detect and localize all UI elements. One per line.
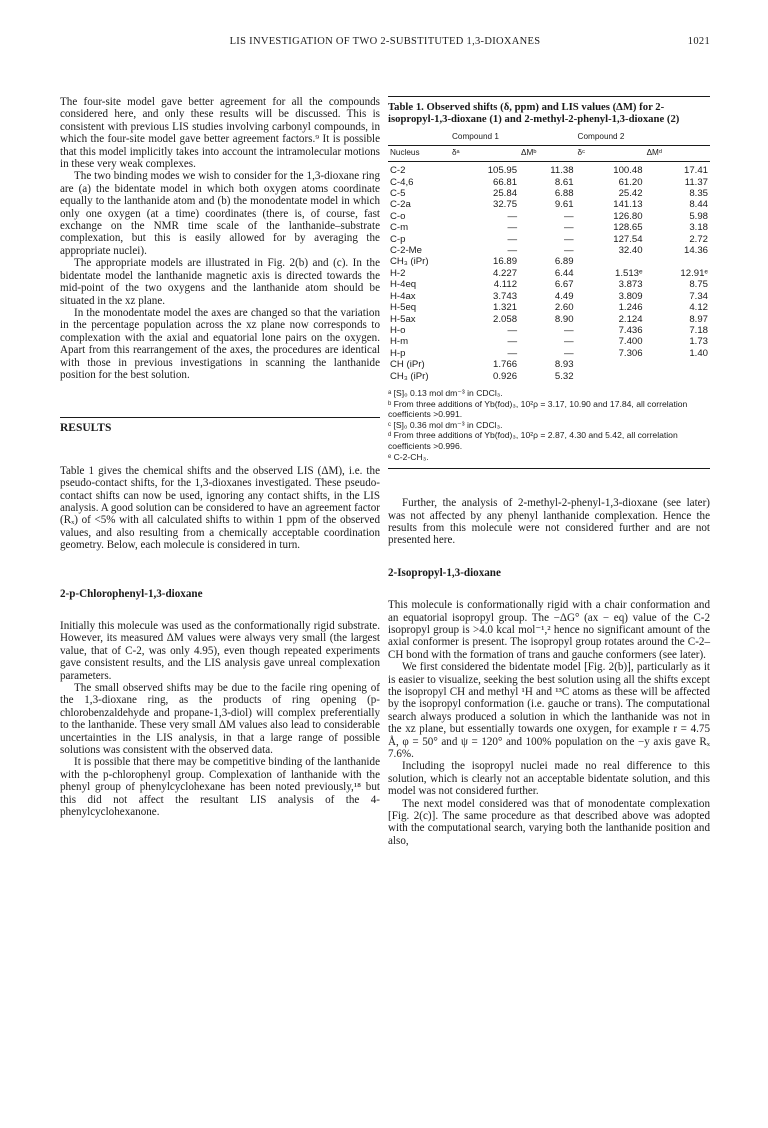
value-cell: 1.513ᵉ <box>615 267 643 279</box>
value-cell: — <box>563 245 574 257</box>
value-cell: 61.20 <box>618 176 643 188</box>
footnote: ᵇ From three additions of Yb(fod)₃, 10²ρ = 3.17, 10.90 and 17.84, all correlation coefficients >0.991. <box>388 398 688 420</box>
nucleus-cell: CH₃ (iPr) <box>390 256 429 268</box>
paragraph: In the monodentate model the axes are changed so that the variation in the percentage population across the xz plane now corresponds to complexation with the axial and equatorial lone pairs on the oxygen. Apart from this rearrangement of the axes, the procedures are identical with those in previous investigations in scanning the lanthanide position for the best solution. <box>60 306 380 381</box>
value-cell: 25.42 <box>618 188 643 200</box>
value-cell: — <box>507 336 518 348</box>
value-cell: 4.112 <box>493 279 518 291</box>
paragraph: Table 1 gives the chemical shifts and the observed LIS (ΔM), i.e. the pseudo-contact shifts, for the 1,3-dioxanes investigated. These pseudo-contact shifts can now be used, ignoring any contact shifts, in the LIS analysis. A good solution can be considered to have an agreement factor (Rₓ) of <5% with all calculated shifts to within 1 ppm of the observed values, and also resulting from a chemically acceptable coordination geometry. Below, each molecule is considered in turn. <box>60 464 380 552</box>
value-cell: 25.84 <box>493 188 518 200</box>
paragraph: Initially this molecule was used as the conformationally rigid substrate. However, its measured ΔM values were always very small (the largest value, that of C-2, was only 4.95), even though repeated experiments gave consistent results, and the LIS analysis gave unreal complexation parameters. <box>60 620 380 682</box>
column-header-delta-2: δᶜ <box>576 145 645 161</box>
table-caption: Table 1. Observed shifts (δ, ppm) and LIS values (ΔM) for 2-isopropyl-1,3-dioxane (1) and 2-methyl-2-phenyl-1,3-dioxane (2) <box>388 101 680 126</box>
paragraph: The appropriate models are illustrated in Fig. 2(b) and (c). In the bidentate model the lanthanide magnetic axis is directed towards the mid-point of the two oxygens and the lanthanide atom should be situated in the xz plane. <box>60 257 380 307</box>
value-cell: — <box>563 210 574 222</box>
value-cell: 1.766 <box>493 359 518 371</box>
column-header-delta-1: δᵃ <box>450 145 519 161</box>
value-cell: 5.98 <box>689 210 708 222</box>
value-cell: 3.809 <box>618 290 643 302</box>
nucleus-cell: CH (iPr) <box>390 359 425 371</box>
table-row <box>388 268 710 279</box>
paragraph: The small observed shifts may be due to the facile ring opening of the 1,3-dioxane ring, as the products of ring opening (p-chlorobenzaldehyde and propane-1,3-diol) will complex preferentially to the lanthanide. These very small ΔM values also lead to considerable uncertainties in the LIS analysis, in that a large range of possible solutions was consistent with the observed data. <box>60 682 380 757</box>
value-cell: 1.321 <box>493 302 518 314</box>
value-cell: 6.44 <box>554 267 574 279</box>
nucleus-cell: C-5 <box>390 188 406 200</box>
value-cell: 3.18 <box>689 222 708 234</box>
group-header-compound-1: Compound 1 <box>450 130 576 145</box>
table-row <box>388 348 710 359</box>
value-cell: 4.49 <box>554 290 574 302</box>
nucleus-cell: C-2-Me <box>390 245 422 257</box>
value-cell: 2.60 <box>554 302 574 314</box>
value-cell: — <box>563 324 574 336</box>
value-cell: 4.12 <box>689 302 708 314</box>
table-1 <box>388 96 710 469</box>
value-cell: — <box>563 233 574 245</box>
value-cell: — <box>563 222 574 234</box>
value-cell: 7.18 <box>689 324 708 336</box>
value-cell: — <box>507 347 518 359</box>
value-cell: 8.90 <box>554 313 574 325</box>
footnote: ᵉ C-2-CH₃. <box>388 451 429 462</box>
value-cell <box>645 256 710 267</box>
value-cell: 32.40 <box>618 245 643 257</box>
value-cell: 6.67 <box>554 279 574 291</box>
value-cell <box>576 359 645 370</box>
value-cell: 8.61 <box>554 176 574 188</box>
nucleus-cell: C-4,6 <box>390 176 414 188</box>
value-cell: — <box>507 233 518 245</box>
value-cell: 16.89 <box>493 256 518 268</box>
value-cell: 8.93 <box>554 359 574 371</box>
nucleus-cell: C-p <box>390 233 406 245</box>
running-title: LIS INVESTIGATION OF TWO 2-SUBSTITUTED 1,3-DIOXANES <box>229 36 541 47</box>
value-cell: 3.743 <box>493 290 518 302</box>
table-row <box>388 314 710 325</box>
table-row <box>388 359 710 370</box>
value-cell <box>645 371 710 382</box>
paragraph: The next model considered was that of monodentate complexation [Fig. 2(c)]. The same procedure as that described above was adopted with the computational search, varying both the lanthanide position and also, <box>388 797 710 847</box>
nucleus-cell: CH₃ (iPr) <box>390 370 429 382</box>
table-row <box>388 222 710 233</box>
table-row <box>388 302 710 313</box>
table-row <box>388 234 710 245</box>
footnote: ᵈ From three additions of Yb(fod)₃, 10²ρ = 2.87, 4.30 and 5.42, all correlation coefficients >0.996. <box>388 430 678 451</box>
footnote: ᶜ [S]₀ 0.36 mol dm⁻³ in CDCl₃. <box>388 419 503 430</box>
value-cell <box>645 359 710 370</box>
value-cell: 7.400 <box>618 336 643 348</box>
page-number: 1021 <box>687 36 710 47</box>
subsection-heading: 2-Isopropyl-1,3-dioxane <box>388 566 501 579</box>
table-row <box>388 279 710 290</box>
value-cell: 126.80 <box>613 210 643 222</box>
nucleus-cell: C-o <box>390 210 406 222</box>
value-cell: 5.32 <box>554 370 574 382</box>
value-cell: 8.75 <box>689 279 708 291</box>
value-cell: 2.72 <box>689 233 708 245</box>
subsection-heading: 2-p-Chlorophenyl-1,3-dioxane <box>60 587 203 600</box>
value-cell: — <box>507 222 518 234</box>
section-heading-results: RESULTS <box>60 417 380 434</box>
value-cell: 14.36 <box>683 245 708 257</box>
footnote: ᵃ [S]₀ 0.13 mol dm⁻³ in CDCl₃. <box>388 387 503 398</box>
value-cell: 11.38 <box>550 165 574 177</box>
right-column <box>388 96 710 847</box>
table-row <box>388 336 710 347</box>
value-cell: 2.124 <box>618 313 643 325</box>
table-row <box>388 211 710 222</box>
value-cell: 1.40 <box>689 347 708 359</box>
nucleus-cell: C-m <box>390 222 409 234</box>
group-header-compound-2: Compound 2 <box>576 130 710 145</box>
paragraph: The two binding modes we wish to consider for the 1,3-dioxane ring are (a) the bidentate model in which both oxygen atoms coordinate equally to the lanthanide atom and (b) the monodentate model in which only one oxygen (at a time) coordinates (there is, of course, fast exchange on the NMR time scale of the lanthanide–substrate complexation, but this is easily allowed for by averaging the appropriate nuclei). <box>60 170 380 257</box>
nucleus-cell: H-m <box>390 336 409 348</box>
table-row <box>388 188 710 199</box>
table-row <box>388 199 710 210</box>
table-row <box>388 371 710 382</box>
table-row <box>388 245 710 256</box>
value-cell: 9.61 <box>554 199 574 211</box>
shifts-table <box>388 130 710 382</box>
value-cell: — <box>507 245 518 257</box>
column-header-dm-1: ΔMᵇ <box>519 145 576 161</box>
left-column <box>60 96 380 819</box>
nucleus-cell: C-2 <box>390 165 406 177</box>
running-header <box>60 36 710 52</box>
value-cell: — <box>507 324 518 336</box>
value-cell: 0.926 <box>493 370 518 382</box>
value-cell: — <box>563 347 574 359</box>
table-row <box>388 325 710 336</box>
nucleus-cell: H-4ax <box>390 290 416 302</box>
paragraph: This molecule is conformationally rigid with a chair conformation and an equatorial isopropyl group. The −ΔG° (ax − eq) value of the C-2 isopropyl group is >4.0 kcal mol⁻¹,² hence no significant amount of the axial conformer is present. The isopropyl group rotates around the C-2–CH bond with the formation of trans and gauche conformers (see later). <box>388 599 710 661</box>
value-cell: 7.436 <box>618 324 643 336</box>
value-cell: 7.306 <box>618 347 643 359</box>
value-cell: 6.89 <box>554 256 574 268</box>
table-row <box>388 177 710 188</box>
value-cell: 32.75 <box>493 199 518 211</box>
value-cell: 1.246 <box>618 302 643 314</box>
table-body <box>388 162 710 382</box>
value-cell: 11.37 <box>684 176 708 188</box>
paragraph: It is possible that there may be competitive binding of the lanthanide with the p-chlorophenyl group. Complexation of lanthanide with the phenyl group of phenylcyclohexane has been noted previously,¹⁸ but this did not affect the resultant LIS analysis of the 4-phenylcyclohexanone. <box>60 756 380 819</box>
table-row <box>388 162 710 177</box>
table-footnotes <box>388 388 710 462</box>
value-cell: 17.41 <box>683 165 708 177</box>
nucleus-cell: H-4eq <box>390 279 417 291</box>
value-cell: 66.81 <box>493 176 518 188</box>
value-cell: 8.97 <box>689 313 708 325</box>
value-cell: — <box>507 210 518 222</box>
column-header-nucleus: Nucleus <box>388 145 450 161</box>
value-cell: 12.91ᵉ <box>680 267 708 279</box>
nucleus-cell: H-p <box>390 347 406 359</box>
nucleus-cell: H-5eq <box>390 302 417 314</box>
value-cell: 8.35 <box>689 188 708 200</box>
value-cell: 7.34 <box>689 290 708 302</box>
nucleus-cell: H-o <box>390 324 406 336</box>
paragraph: Including the isopropyl nuclei made no real difference to this solution, which is clearly not an acceptable bidentate solution, and this model was not considered further. <box>388 760 710 798</box>
paragraph: Further, the analysis of 2-methyl-2-phenyl-1,3-dioxane (see later) was not affected by any phenyl lanthanide complexation. Hence the results from this molecule were not considered further and are not presented here. <box>388 497 710 547</box>
value-cell: 127.54 <box>613 233 643 245</box>
nucleus-cell: C-2a <box>390 199 411 211</box>
value-cell: 4.227 <box>493 267 518 279</box>
value-cell: 6.88 <box>554 188 574 200</box>
value-cell: 1.73 <box>689 336 708 348</box>
nucleus-cell: H-2 <box>390 267 406 279</box>
table-row <box>388 256 710 267</box>
value-cell: 141.13 <box>613 199 643 211</box>
nucleus-cell: H-5ax <box>390 313 416 325</box>
value-cell: 100.48 <box>613 165 643 177</box>
value-cell: 105.95 <box>487 165 518 177</box>
paragraph: We first considered the bidentate model [Fig. 2(b)], particularly as it is easier to visualize, seeking the best solution using all the shifts except the isopropyl CH and methyl ¹H and ¹³C atoms as these will be affected by the isopropyl conformation (i.e. gauche or trans). The computational search always produced a solution in which the lanthanide was not in the xz plane, but essentially towards one oxygen, for example r = 4.75 Å, φ = 50° and ψ = 120° and 100% population on the −y axis gave Rₓ 7.6%. <box>388 661 710 760</box>
value-cell: — <box>563 336 574 348</box>
value-cell: 8.44 <box>689 199 708 211</box>
value-cell: 3.873 <box>618 279 643 291</box>
column-header-dm-2: ΔMᵈ <box>645 145 710 161</box>
value-cell <box>576 371 645 382</box>
paragraph: The four-site model gave better agreement for all the compounds considered here, and only these results will be discussed. This is consistent with previous LIS studies involving carbonyl compounds, in which the four-site model gave better agreement factors.⁹ It is possible that this model implicitly takes into account the intramolecular motions in these very weak complexes. <box>60 96 380 171</box>
value-cell <box>576 256 645 267</box>
value-cell: 128.65 <box>613 222 643 234</box>
value-cell: 2.058 <box>493 313 518 325</box>
table-row <box>388 291 710 302</box>
